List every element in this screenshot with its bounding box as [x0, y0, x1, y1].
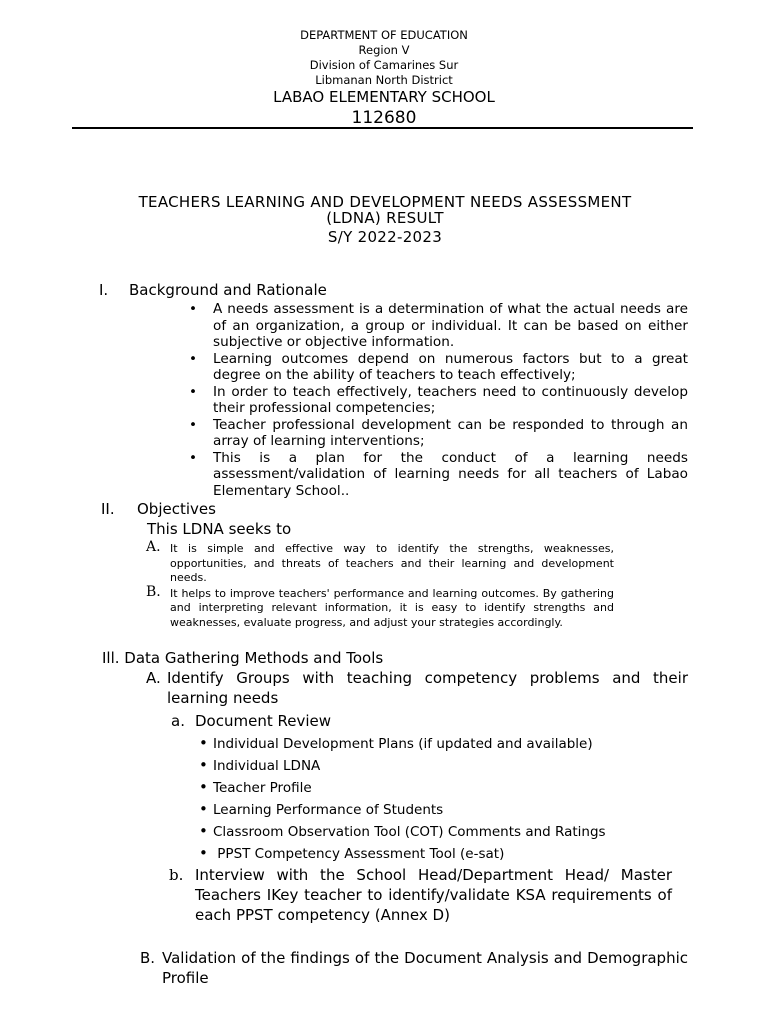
list-item: • PPST Competency Assessment Tool (e-sat) — [196, 845, 606, 867]
list-item: • This is a plan for the conduct of a learning needs assessment/validation of learning needs for all teachers of Labao Elementary School.. — [186, 450, 688, 500]
school-id: 112680 — [351, 108, 417, 128]
header-divider — [72, 127, 693, 129]
list-item-text: It helps to improve teachers' performance and learning outcomes. By gathering and interpreting relevant information, it is easy to identify strengths and weaknesses, evaluate progress, and adjust your strategies accordingly. — [170, 586, 614, 629]
list-item: • Teacher professional development can be responded to through an array of learning interventions; — [186, 417, 688, 450]
region-name: Region V — [358, 43, 410, 57]
list-item-text: It is simple and effective way to identify the strengths, weaknesses, opportunities, and threats of teachers and their learning and development needs. — [170, 542, 614, 584]
document-title-line2: (LDNA) RESULT — [326, 209, 444, 227]
section3-a-label: A. — [146, 669, 161, 687]
list-item: • Learning Performance of Students — [196, 801, 606, 823]
section1-numeral: I. — [99, 281, 109, 299]
section3-sub-a-label: a. — [171, 712, 185, 730]
list-item — [146, 539, 614, 586]
section3-b-label: B. — [140, 949, 156, 967]
section3-a-text: Identify Groups with teaching competency problems and their learning needs — [167, 669, 688, 707]
list-item: • Teacher Profile — [196, 779, 606, 801]
list-item: • A needs assessment is a determination of what the actual needs are of an organization, a group or individual. It can be based on either subjective or objective information. — [186, 301, 688, 351]
section2-intro: This LDNA seeks to — [147, 520, 292, 538]
section3-sub-b-label: b. — [169, 866, 184, 884]
school-name: LABAO ELEMENTARY SCHOOL — [273, 88, 495, 106]
section2-heading: Objectives — [137, 500, 216, 518]
section2-numeral: II. — [101, 500, 115, 518]
district-name: Libmanan North District — [315, 73, 453, 87]
list-item — [146, 583, 614, 631]
document-review-list — [196, 735, 606, 867]
section1-heading: Background and Rationale — [129, 281, 327, 299]
list-marker: A. — [146, 539, 161, 555]
list-marker: B. — [146, 583, 161, 600]
document-title-line1: TEACHERS LEARNING AND DEVELOPMENT NEEDS ASSESSMENT — [138, 193, 632, 211]
document-school-year: S/Y 2022-2023 — [327, 228, 443, 246]
list-item: • Individual Development Plans (if updated and available) — [196, 735, 606, 757]
objectives-list — [146, 539, 614, 631]
list-item: • In order to teach effectively, teachers need to continuously develop their professional competencies; — [186, 384, 688, 417]
list-item: • Classroom Observation Tool (COT) Comments and Ratings — [196, 823, 606, 845]
section3-b-text: Validation of the findings of the Document Analysis and Demographic Profile — [162, 949, 688, 987]
department-name: DEPARTMENT OF EDUCATION — [300, 28, 468, 42]
section1-bullet-list — [186, 301, 688, 499]
list-item: • Individual LDNA — [196, 757, 606, 779]
section3-heading: Ill. Data Gathering Methods and Tools — [102, 649, 384, 667]
section3-sub-a-text: Document Review — [195, 712, 331, 730]
section3-sub-b-text: Interview with the School Head/Department Head/ Master Teachers IKey teacher to identify/validate KSA requirements of each PPST competency (Annex D) — [195, 866, 672, 924]
list-item: • Learning outcomes depend on numerous factors but to a great degree on the ability of teachers to teach effectively; — [186, 351, 688, 384]
division-name: Division of Camarines Sur — [309, 58, 459, 72]
